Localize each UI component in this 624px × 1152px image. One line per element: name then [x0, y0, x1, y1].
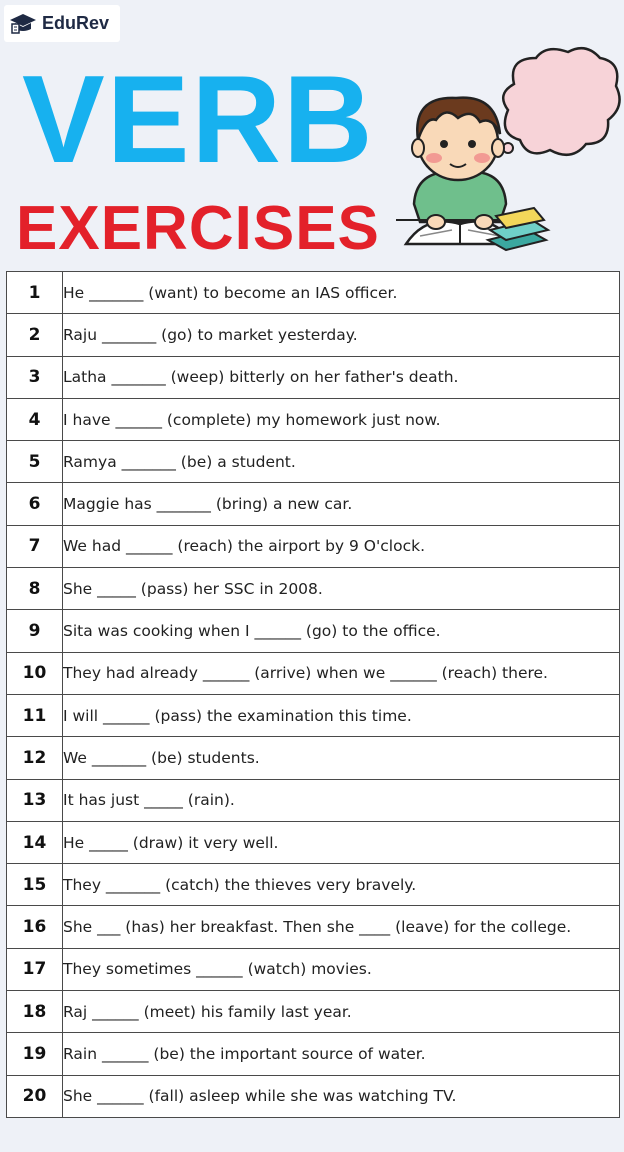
- exercise-sentence: He _____ (draw) it very well.: [63, 821, 620, 863]
- exercise-row: [7, 356, 620, 398]
- exercise-row: [7, 314, 620, 356]
- exercises-table: [6, 271, 620, 1118]
- exercise-sentence: They sometimes ______ (watch) movies.: [63, 948, 620, 990]
- exercise-row: [7, 694, 620, 736]
- exercise-sentence: She ___ (has) her breakfast. Then she ____ (leave) for the college.: [63, 906, 620, 948]
- exercise-number: 10: [7, 652, 63, 694]
- exercise-number: 11: [7, 694, 63, 736]
- exercise-row: [7, 991, 620, 1033]
- exercise-row: [7, 737, 620, 779]
- exercise-sentence: I have ______ (complete) my homework just now.: [63, 398, 620, 440]
- exercise-sentence: Latha _______ (weep) bitterly on her father's death.: [63, 356, 620, 398]
- title-exercises: EXERCISES: [16, 194, 380, 263]
- exercise-row: [7, 1033, 620, 1075]
- exercise-sentence: They _______ (catch) the thieves very bravely.: [63, 864, 620, 906]
- exercise-number: 16: [7, 906, 63, 948]
- exercise-row: [7, 568, 620, 610]
- exercise-number: 12: [7, 737, 63, 779]
- exercise-row: [7, 525, 620, 567]
- exercise-sentence: Raju _______ (go) to market yesterday.: [63, 314, 620, 356]
- exercise-sentence: Maggie has _______ (bring) a new car.: [63, 483, 620, 525]
- exercise-sentence: Rain ______ (be) the important source of water.: [63, 1033, 620, 1075]
- exercise-row: [7, 864, 620, 906]
- thought-cloud-icon: [503, 48, 620, 155]
- exercise-row: [7, 398, 620, 440]
- exercise-number: 19: [7, 1033, 63, 1075]
- exercise-sentence: He _______ (want) to become an IAS officer.: [63, 272, 620, 314]
- exercise-number: 13: [7, 779, 63, 821]
- exercise-number: 5: [7, 441, 63, 483]
- exercise-number: 15: [7, 864, 63, 906]
- exercise-sentence: She ______ (fall) asleep while she was watching TV.: [63, 1075, 620, 1117]
- graduation-cap-icon: [9, 12, 37, 36]
- exercise-sentence: I will ______ (pass) the examination this time.: [63, 694, 620, 736]
- exercise-number: 3: [7, 356, 63, 398]
- exercise-sentence: She _____ (pass) her SSC in 2008.: [63, 568, 620, 610]
- exercise-number: 7: [7, 525, 63, 567]
- exercise-row: [7, 1075, 620, 1117]
- exercise-number: 2: [7, 314, 63, 356]
- exercise-number: 1: [7, 272, 63, 314]
- exercise-row: [7, 652, 620, 694]
- exercise-row: [7, 779, 620, 821]
- boy-reading-illustration: [396, 44, 622, 256]
- exercise-sentence: Sita was cooking when I ______ (go) to the office.: [63, 610, 620, 652]
- exercise-row: [7, 948, 620, 990]
- exercise-row: [7, 272, 620, 314]
- exercise-row: [7, 821, 620, 863]
- exercise-sentence: Ramya _______ (be) a student.: [63, 441, 620, 483]
- exercise-row: [7, 483, 620, 525]
- exercise-sentence: It has just _____ (rain).: [63, 779, 620, 821]
- exercise-number: 20: [7, 1075, 63, 1117]
- exercise-number: 17: [7, 948, 63, 990]
- exercise-row: [7, 610, 620, 652]
- exercise-row: [7, 441, 620, 483]
- exercise-number: 9: [7, 610, 63, 652]
- exercise-row: [7, 906, 620, 948]
- exercise-sentence: We _______ (be) students.: [63, 737, 620, 779]
- exercise-sentence: They had already ______ (arrive) when we ______ (reach) there.: [63, 652, 620, 694]
- brand-name: EduRev: [42, 13, 110, 33]
- exercise-number: 4: [7, 398, 63, 440]
- exercise-number: 18: [7, 991, 63, 1033]
- title-verb: VERB: [22, 51, 375, 189]
- exercise-number: 8: [7, 568, 63, 610]
- exercise-number: 14: [7, 821, 63, 863]
- edurev-logo[interactable]: [4, 5, 120, 42]
- exercise-sentence: We had ______ (reach) the airport by 9 O'clock.: [63, 525, 620, 567]
- exercise-sentence: Raj ______ (meet) his family last year.: [63, 991, 620, 1033]
- exercise-number: 6: [7, 483, 63, 525]
